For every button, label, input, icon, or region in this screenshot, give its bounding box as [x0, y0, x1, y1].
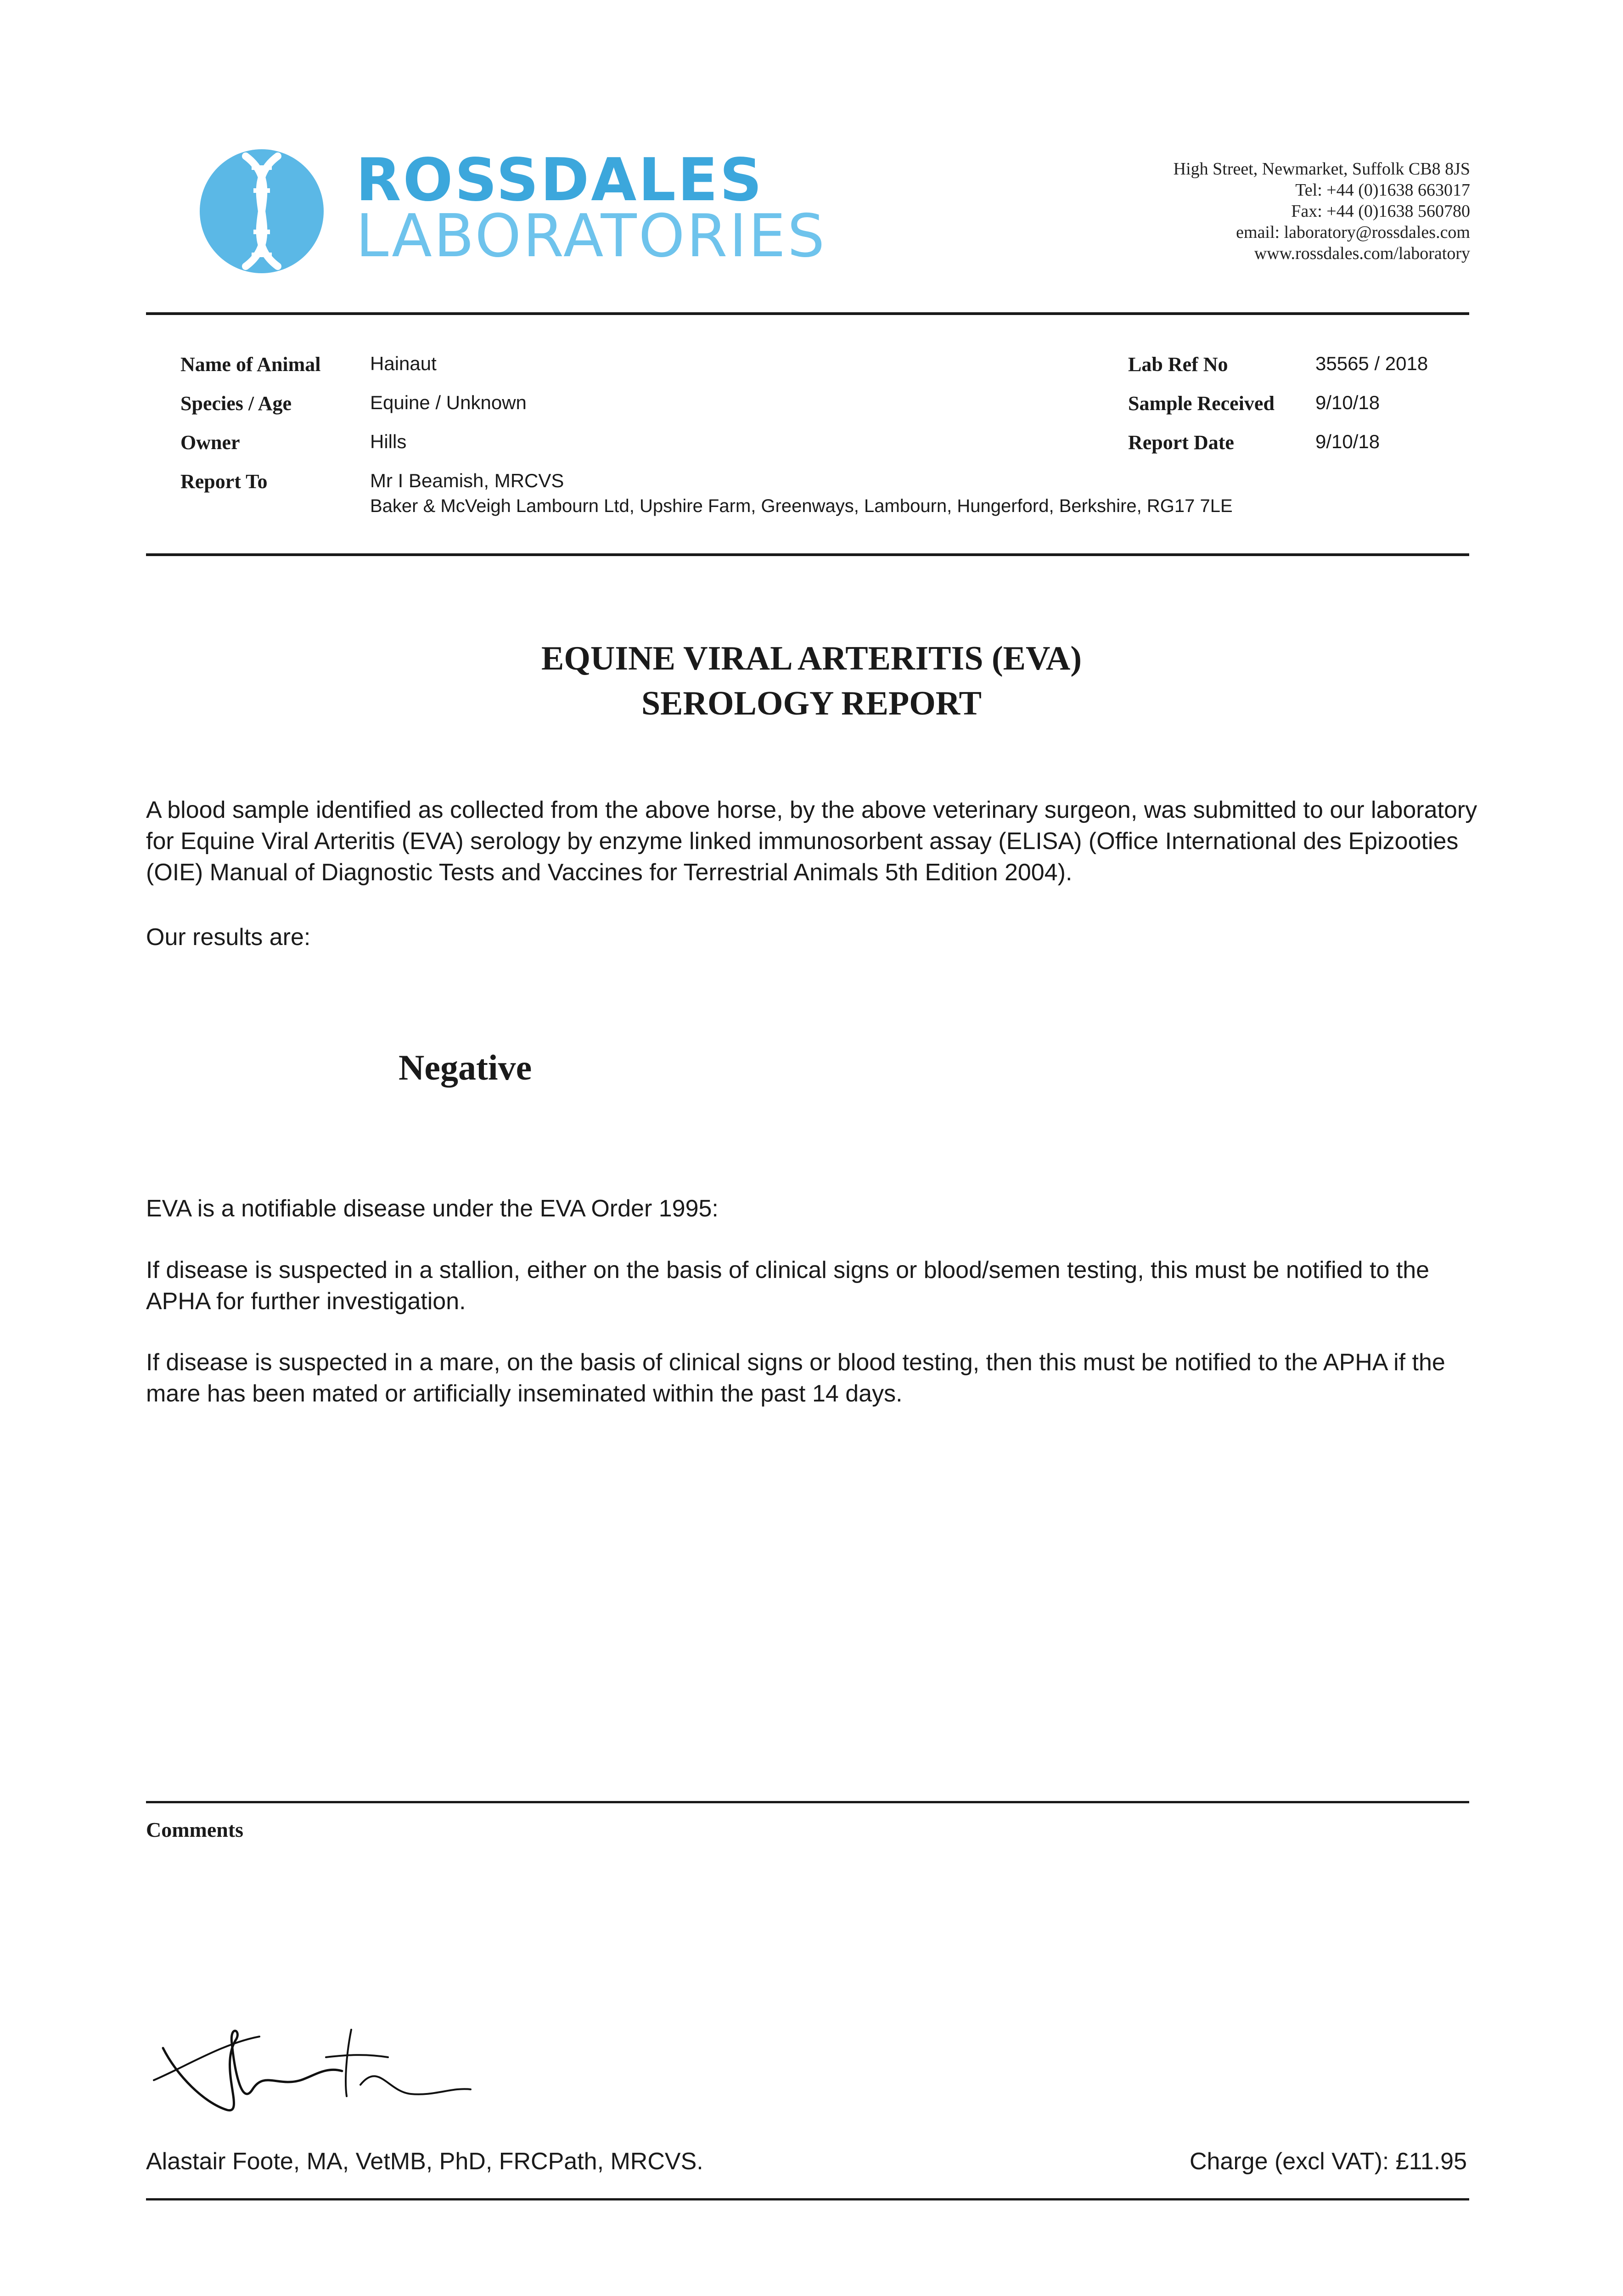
divider	[146, 312, 1469, 315]
divider	[146, 1801, 1469, 1803]
contact-website: www.rossdales.com/laboratory	[1254, 244, 1470, 263]
results-intro: Our results are:	[146, 924, 311, 951]
report-to-label: Report To	[180, 470, 268, 493]
logo-wordmark-line1: ROSSDALES	[356, 146, 764, 214]
species-age-value: Equine / Unknown	[370, 392, 527, 413]
mare-paragraph: If disease is suspected in a mare, on the basis of clinical signs or blood testing, then this must be notified to the APHA if the mare has been mated or artificially inseminated within the past 14 days.	[146, 1349, 1445, 1407]
stallion-paragraph: If disease is suspected in a stallion, either on the basis of clinical signs or blood/semen testing, this must be notified to the APHA for further investigation.	[146, 1257, 1430, 1315]
divider	[146, 2198, 1469, 2200]
contact-fax: Fax: +44 (0)1638 560780	[1291, 202, 1470, 221]
report-title-line2: SEROLOGY REPORT	[641, 685, 982, 722]
owner-label: Owner	[180, 431, 240, 454]
comments-label: Comments	[146, 1818, 244, 1841]
test-result: Negative	[399, 1047, 532, 1087]
lab-ref-label: Lab Ref No	[1128, 353, 1228, 376]
report-title	[0, 636, 1623, 726]
sample-received-value: 9/10/18	[1315, 392, 1380, 413]
species-age-label: Species / Age	[180, 392, 292, 415]
signature	[149, 2011, 498, 2126]
report-date-label: Report Date	[1128, 431, 1234, 454]
name-of-animal-label: Name of Animal	[180, 353, 321, 376]
contact-tel: Tel: +44 (0)1638 663017	[1295, 180, 1470, 200]
sample-received-label: Sample Received	[1128, 392, 1275, 415]
contact-email: email: laboratory@rossdales.com	[1236, 223, 1470, 242]
signatory-name: Alastair Foote, MA, VetMB, PhD, FRCPath, MRCVS.	[146, 2148, 703, 2175]
report-title-line1: EQUINE VIRAL ARTERITIS (EVA)	[541, 640, 1082, 677]
dna-helix-icon	[197, 147, 326, 276]
divider	[146, 553, 1469, 556]
report-to-name: Mr I Beamish, MRCVS	[370, 470, 564, 491]
lab-ref-value: 35565 / 2018	[1315, 353, 1428, 374]
name-of-animal-value: Hainaut	[370, 353, 437, 374]
report-date-value: 9/10/18	[1315, 431, 1380, 452]
contact-block	[1174, 158, 1470, 264]
contact-address: High Street, Newmarket, Suffolk CB8 8JS	[1173, 159, 1470, 179]
report-to-address: Baker & McVeigh Lambourn Ltd, Upshire Farm, Greenways, Lambourn, Hungerford, Berkshire, RG17 7LE	[370, 496, 1233, 516]
charge-amount: Charge (excl VAT): £11.95	[1189, 2148, 1467, 2175]
logo-wordmark-line2: LABORATORIES	[356, 202, 827, 270]
intro-paragraph: A blood sample identified as collected from the above horse, by the above veterinary surgeon, was submitted to our laboratory for Equine Viral Arteritis (EVA) serology by enzyme linked immunosorbent assay (ELISA) (Office International des Epizooties (OIE) Manual of Diagnostic Tests and Vaccines for Terrestrial Animals 5th Edition 2004).	[146, 797, 1477, 886]
notifiable-paragraph: EVA is a notifiable disease under the EVA Order 1995:	[146, 1195, 719, 1222]
owner-value: Hills	[370, 431, 407, 452]
